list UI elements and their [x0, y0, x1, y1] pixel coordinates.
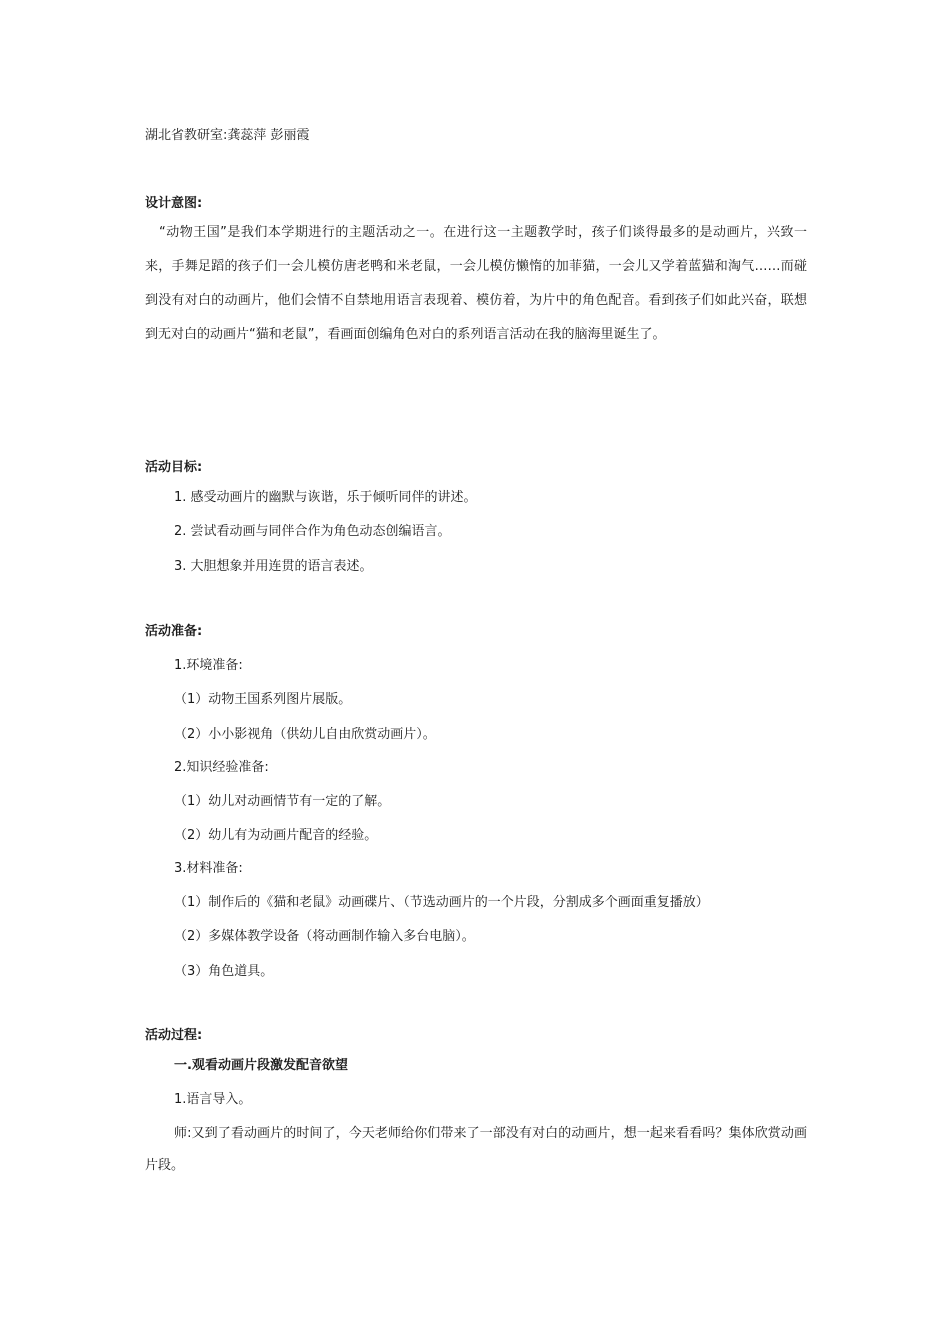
design-intent-heading: 设计意图: — [145, 196, 203, 211]
env-prep-item: （1）动物王国系列图片展版。 — [174, 692, 352, 707]
material-prep-item: （1）制作后的《猫和老鼠》动画碟片、（节选动画片的一个片段，分割成多个画面重复播放） — [174, 895, 709, 910]
goal-item: 2. 尝试看动画与同伴合作为角色动态创编语言。 — [174, 524, 451, 539]
process-step: 1.语言导入。 — [174, 1092, 252, 1107]
goals-heading: 活动目标: — [145, 460, 203, 475]
teacher-dialogue: 师:又到了看动画片的时间了，今天老师给你们带来了一部没有对白的动画片，想一起来看看吗？集体欣赏动画片段。 — [145, 1126, 807, 1173]
material-prep-item: （2）多媒体教学设备（将动画制作输入多台电脑）。 — [174, 929, 475, 944]
process-heading: 活动过程: — [145, 1028, 203, 1043]
design-intent-paragraph: “动物王国”是我们本学期进行的主题活动之一。在进行这一主题教学时，孩子们谈得最多的是动画片，兴致一来，手舞足蹈的孩子们一会儿模仿唐老鸭和米老鼠，一会儿模仿懒惰的加菲猫，一会儿又学着蓝猫和淘气……而碰到没有对白的动画片，他们会情不自禁地用语言表现着、模仿着，为片中的角色配音。看到孩子们如此兴奋，联想到无对白的动画片“猫和老鼠”，看画面创编角色对白的系列语言活动在我的脑海里诞生了。 — [145, 225, 807, 342]
material-prep-item: （3）角色道具。 — [174, 964, 274, 979]
goal-item: 3. 大胆想象并用连贯的语言表述。 — [174, 559, 373, 574]
env-prep-item: （2）小小影视角（供幼儿自由欣赏动画片）。 — [174, 727, 436, 742]
knowledge-prep-title: 2.知识经验准备: — [174, 760, 269, 775]
material-prep-title: 3.材料准备: — [174, 861, 243, 876]
author-line: 湖北省教研室:龚蕊萍 彭丽霞 — [145, 128, 310, 143]
env-prep-title: 1.环境准备: — [174, 658, 243, 673]
goal-item: 1. 感受动画片的幽默与诙谐，乐于倾听同伴的讲述。 — [174, 490, 477, 505]
preparation-heading: 活动准备: — [145, 624, 203, 639]
knowledge-prep-item: （2）幼儿有为动画片配音的经验。 — [174, 828, 378, 843]
process-section-title: 一.观看动画片段激发配音欲望 — [174, 1058, 348, 1073]
knowledge-prep-item: （1）幼儿对动画情节有一定的了解。 — [174, 794, 391, 809]
